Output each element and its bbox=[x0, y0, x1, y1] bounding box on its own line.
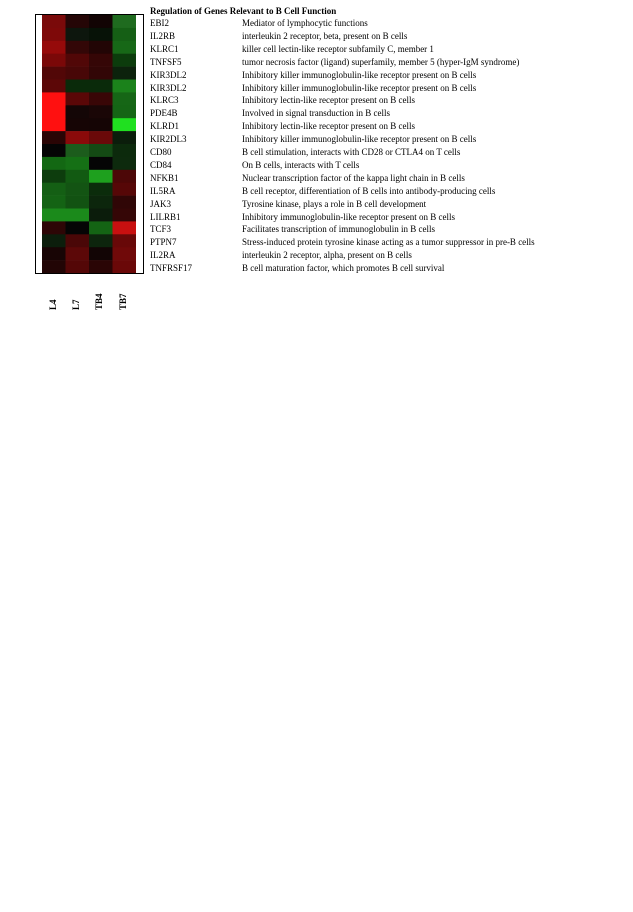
gene-name: KIR2DL3 bbox=[150, 134, 187, 145]
heatmap-cell bbox=[89, 144, 113, 157]
heatmap-cell bbox=[113, 196, 137, 209]
heatmap-cell bbox=[89, 92, 113, 105]
gene-name: KIR3DL2 bbox=[150, 82, 187, 93]
heatmap-cell bbox=[89, 170, 113, 183]
gene-description: Nuclear transcription factor of the kappa light chain in B cells bbox=[242, 172, 465, 183]
heatmap-cell bbox=[42, 131, 66, 144]
gene-name: TCF3 bbox=[150, 224, 172, 235]
heatmap-cell bbox=[66, 28, 90, 41]
gene-description: tumor necrosis factor (ligand) superfamily, member 5 (hyper-IgM syndrome) bbox=[242, 56, 520, 67]
heatmap-cell bbox=[66, 170, 90, 183]
gene-description: killer cell lectin-like receptor subfamily C, member 1 bbox=[242, 43, 434, 54]
heatmap-cell bbox=[42, 157, 66, 170]
heatmap-cell bbox=[66, 196, 90, 209]
gene-description: Inhibitory immunoglobulin-like receptor present on B cells bbox=[242, 211, 455, 222]
gene-description: B cell maturation factor, which promotes B cell survival bbox=[242, 263, 445, 274]
heatmap-cell bbox=[89, 234, 113, 247]
gene-name: JAK3 bbox=[150, 198, 172, 209]
gene-name: KIR3DL2 bbox=[150, 69, 187, 80]
heatmap-cell bbox=[66, 260, 90, 273]
heatmap-cell bbox=[89, 209, 113, 222]
heatmap-cell bbox=[89, 118, 113, 131]
heatmap-cell bbox=[66, 234, 90, 247]
gene-name: CD80 bbox=[150, 147, 172, 157]
gene-name: NFKB1 bbox=[150, 172, 179, 183]
heatmap-cell bbox=[113, 41, 137, 54]
heatmap-cell bbox=[42, 183, 66, 196]
gene-description: Facilitates transcription of immunoglobulin in B cells bbox=[242, 224, 435, 235]
heatmap-cell bbox=[66, 183, 90, 196]
heatmap-cell bbox=[113, 247, 137, 260]
heatmap-cell bbox=[66, 92, 90, 105]
heatmap-cell bbox=[113, 118, 137, 131]
heatmap-cell bbox=[113, 221, 137, 234]
heatmap-cell bbox=[66, 67, 90, 80]
column-label: TB4 bbox=[94, 293, 104, 310]
heatmap-cell bbox=[42, 80, 66, 93]
heatmap-cell bbox=[66, 131, 90, 144]
heatmap-cell bbox=[113, 170, 137, 183]
gene-description: Inhibitory killer immunoglobulin-like receptor present on B cells bbox=[242, 134, 477, 145]
heatmap-cell bbox=[113, 183, 137, 196]
heatmap-cell bbox=[113, 131, 137, 144]
heatmap-cell bbox=[66, 105, 90, 118]
gene-description: Inhibitory lectin-like receptor present on B cells bbox=[242, 121, 415, 132]
heatmap-cell bbox=[89, 15, 113, 28]
heatmap-cell bbox=[42, 67, 66, 80]
heatmap-cell bbox=[89, 28, 113, 41]
heatmap-cell bbox=[42, 41, 66, 54]
heatmap-cell bbox=[89, 247, 113, 260]
heatmap-cell bbox=[66, 15, 90, 28]
heatmap-cell bbox=[42, 92, 66, 105]
heatmap-cell bbox=[89, 105, 113, 118]
heatmap-cell bbox=[113, 105, 137, 118]
gene-name: TNFRSF17 bbox=[150, 263, 193, 274]
heatmap-cell bbox=[42, 221, 66, 234]
gene-description: interleukin 2 receptor, alpha, present on B cells bbox=[242, 250, 412, 261]
heatmap-cell bbox=[42, 54, 66, 67]
heatmap-cell bbox=[42, 118, 66, 131]
heatmap-cell bbox=[89, 196, 113, 209]
gene-name: PDE4B bbox=[150, 108, 178, 119]
heatmap-cell bbox=[66, 247, 90, 260]
heatmap-cell bbox=[66, 41, 90, 54]
gene-name: TNFSF5 bbox=[150, 56, 182, 67]
heatmap-cell bbox=[89, 157, 113, 170]
heatmap-cell bbox=[113, 260, 137, 273]
heatmap-cell bbox=[42, 196, 66, 209]
gene-description: Involved in signal transduction in B cells bbox=[242, 108, 390, 119]
figure-title: Regulation of Genes Relevant to B Cell Function bbox=[150, 6, 337, 16]
heatmap-cell bbox=[113, 28, 137, 41]
heatmap-cell bbox=[42, 105, 66, 118]
heatmap-cell bbox=[66, 144, 90, 157]
heatmap-cell bbox=[89, 41, 113, 54]
column-label: L4 bbox=[48, 299, 58, 310]
heatmap-cell bbox=[42, 170, 66, 183]
gene-description: Stress-induced protein tyrosine kinase acting as a tumor suppressor in pre-B cells bbox=[242, 237, 535, 248]
gene-name: LILRB1 bbox=[150, 211, 181, 222]
heatmap-cell bbox=[42, 28, 66, 41]
heatmap-cell bbox=[113, 54, 137, 67]
heatmap-cell bbox=[113, 234, 137, 247]
heatmap-cell bbox=[113, 157, 137, 170]
gene-name: CD84 bbox=[150, 159, 172, 170]
heatmap-cell bbox=[89, 131, 113, 144]
gene-name: IL5RA bbox=[150, 185, 176, 196]
heatmap-cell bbox=[113, 144, 137, 157]
gene-description: Inhibitory killer immunoglobulin-like receptor present on B cells bbox=[242, 69, 477, 80]
gene-name: KLRD1 bbox=[150, 121, 179, 132]
heatmap-cell bbox=[42, 15, 66, 28]
heatmap-cell bbox=[42, 260, 66, 273]
heatmap-cell bbox=[66, 80, 90, 93]
gene-name: IL2RA bbox=[150, 250, 176, 261]
heatmap-cell bbox=[89, 54, 113, 67]
heatmap-cell bbox=[113, 92, 137, 105]
gene-description: B cell receptor, differentiation of B cells into antibody-producing cells bbox=[242, 185, 496, 196]
gene-description: On B cells, interacts with T cells bbox=[242, 159, 360, 170]
column-label: TB7 bbox=[118, 293, 128, 310]
heatmap-cell bbox=[89, 260, 113, 273]
gene-description: B cell stimulation, interacts with CD28 or CTLA4 on T cells bbox=[242, 147, 461, 157]
heatmap-cell bbox=[42, 234, 66, 247]
gene-name: PTPN7 bbox=[150, 237, 177, 248]
heatmap-cell bbox=[113, 67, 137, 80]
gene-description: Inhibitory lectin-like receptor present on B cells bbox=[242, 95, 415, 106]
gene-name: EBI2 bbox=[150, 18, 169, 28]
heatmap-cell bbox=[42, 209, 66, 222]
heatmap-cell bbox=[42, 144, 66, 157]
heatmap-cell bbox=[66, 221, 90, 234]
heatmap-cell bbox=[89, 221, 113, 234]
gene-description: interleukin 2 receptor, beta, present on B cells bbox=[242, 30, 408, 41]
gene-name: KLRC3 bbox=[150, 95, 179, 106]
gene-name: IL2RB bbox=[150, 30, 176, 41]
heatmap-cell bbox=[89, 183, 113, 196]
heatmap-cell bbox=[89, 67, 113, 80]
heatmap-grid bbox=[42, 15, 136, 273]
gene-name: KLRC1 bbox=[150, 43, 179, 54]
gene-description: Tyrosine kinase, plays a role in B cell development bbox=[242, 198, 427, 209]
heatmap-cell bbox=[66, 54, 90, 67]
gene-description: Mediator of lymphocytic functions bbox=[242, 18, 368, 28]
heatmap-cell bbox=[113, 80, 137, 93]
heatmap-cell bbox=[66, 118, 90, 131]
gene-description: Inhibitory killer immunoglobulin-like receptor present on B cells bbox=[242, 82, 477, 93]
heatmap-cell bbox=[66, 157, 90, 170]
heatmap-cell bbox=[113, 209, 137, 222]
heatmap-cell bbox=[66, 209, 90, 222]
column-label: L7 bbox=[71, 299, 81, 310]
heatmap-cell bbox=[113, 15, 137, 28]
heatmap-cell bbox=[89, 80, 113, 93]
heatmap-cell bbox=[42, 247, 66, 260]
